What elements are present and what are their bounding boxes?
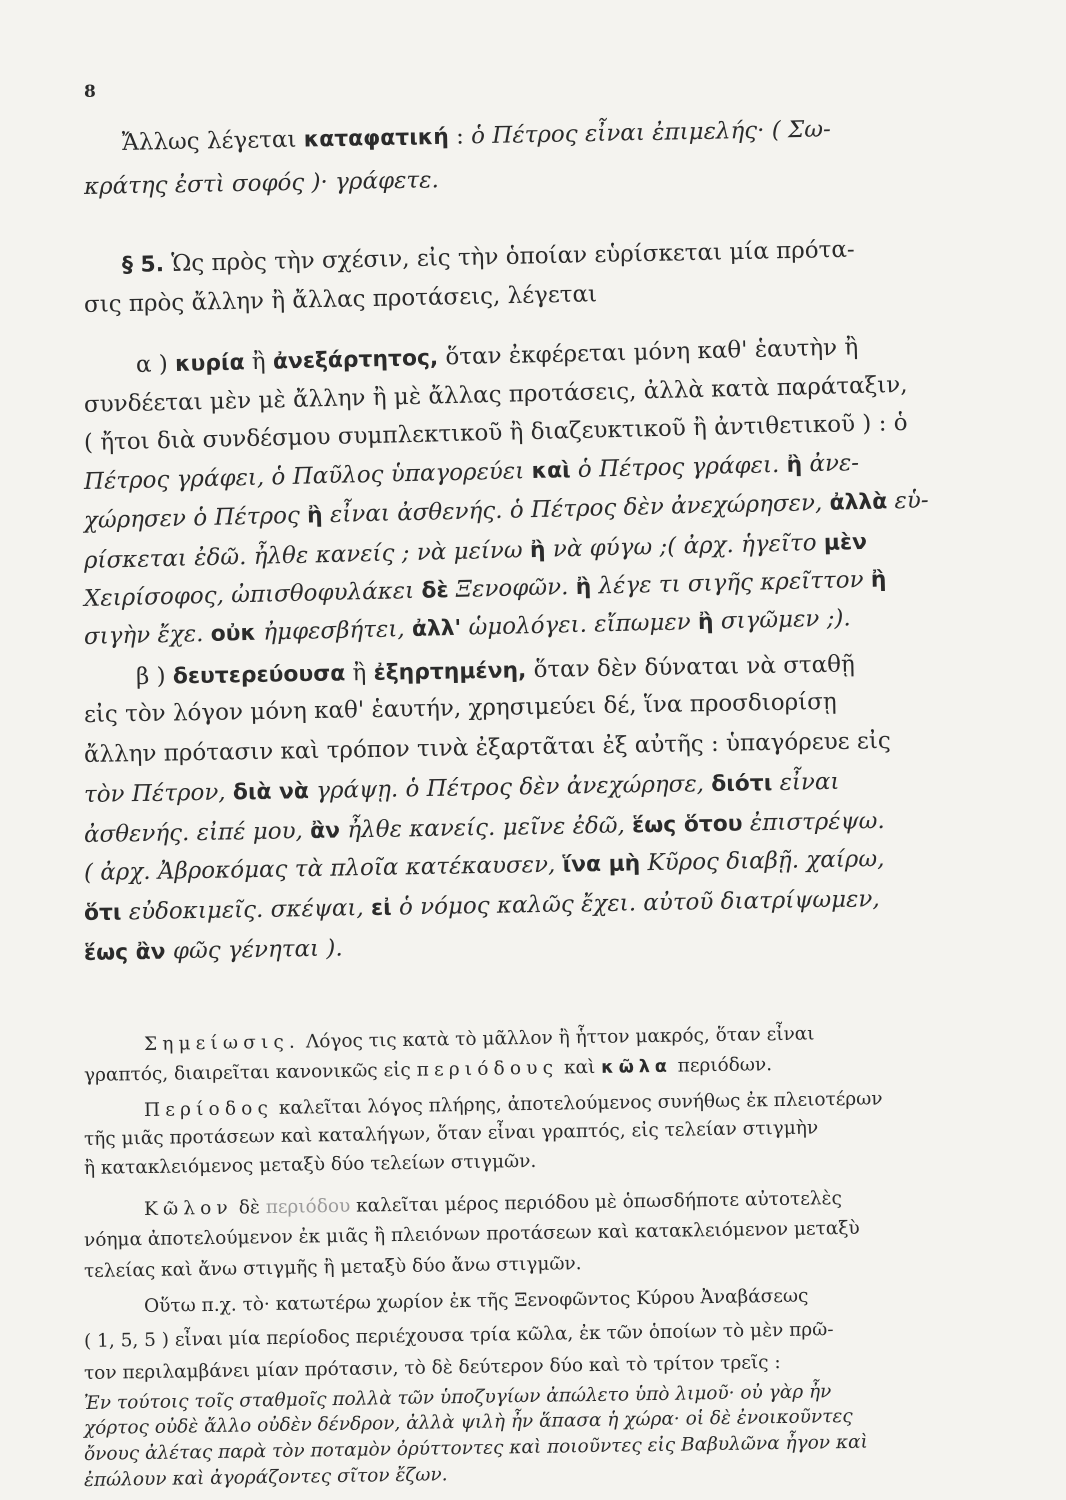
text: καλεῖται μέρος περιόδου μὲ ὁπωσδήποτε αὐτοτελὲς xyxy=(350,1187,843,1217)
conjunction: ἀλλ' xyxy=(411,615,462,642)
note-line-4: τῆς μιᾶς προτάσεων καὶ καταλήγων, ὅταν εἶναι γραπτός, εἰς τελείαν στιγμὴν xyxy=(83,1117,819,1151)
text: καλεῖται λόγος πλήρης, ἀποτελούμενος συνήθως ἐκ πλειοτέρων xyxy=(272,1088,883,1119)
conjunction: ἕως ἂν xyxy=(83,939,166,966)
example-text: λέγε τι σιγῆς κρεῖττον xyxy=(590,566,872,600)
example-text: Πέτρος γράφει, ὁ Παῦλος ὑπαγορεύει xyxy=(83,458,532,495)
note-quote-line-4: ἐπώλουν καὶ ἀγοράζοντες σῖτον ἔζων. xyxy=(83,1463,448,1491)
text: καὶ xyxy=(557,1056,602,1079)
text: ὅταν δὲν δύναται νὰ σταθῇ xyxy=(526,651,856,684)
conjunction: καὶ xyxy=(531,458,571,485)
faded-text: περιόδου xyxy=(265,1195,351,1218)
example-text: εὑ- xyxy=(886,487,929,515)
example-text: ἀνε- xyxy=(801,450,860,478)
text: ἢ xyxy=(344,659,374,687)
example-text: Κῦρος διαβῇ. χαίρω, xyxy=(639,846,885,877)
text: : xyxy=(448,123,472,150)
beta-line-7 xyxy=(84,884,880,929)
example-text: ὁ Πέτρος γράφει. xyxy=(570,451,787,484)
term-period: Περίοδος xyxy=(143,1097,274,1121)
conjunction: ἢ xyxy=(575,574,592,600)
section-5-line-1 xyxy=(122,235,855,281)
text: δὲ xyxy=(232,1196,266,1219)
beta-line-4 xyxy=(84,767,840,811)
term-periods: περιόδους xyxy=(416,1057,559,1081)
example-text: ὁ Πέτρος εἶναι ἐπιμελής· ( Σω- xyxy=(470,116,832,150)
example-text: νὰ φύγω ;( ἀρχ. ἡγεῖτο xyxy=(545,529,825,563)
example-text: εἶναι ἀσθενής. ὁ Πέτρος δὲν ἀνεχώρησεν, xyxy=(322,489,830,529)
example-text: χώρησεν ὁ Πέτρος xyxy=(83,502,308,534)
beta-line-2: εἰς τὸν λόγον μόνη καθ' ἑαυτήν, χρησιμεύει δέ, ἵνα προσδιορίσῃ xyxy=(83,688,837,728)
text: Ἄλλως λέγεται xyxy=(121,126,304,156)
example-text: τὸν Πέτρον, xyxy=(83,779,234,808)
conjunction: ὅτι xyxy=(83,900,122,926)
conjunction: δὲ xyxy=(421,578,449,604)
conjunction: ἢ xyxy=(697,609,714,635)
note-quote-line-3: ὄνους ἀλέτας παρὰ τὸν ποταμὸν ὀρύττοντες καὶ ποιοῦντες εἰς Βαβυλῶνα ἦγον καὶ xyxy=(83,1431,868,1465)
alpha-line-2: συνδέεται μὲν μὲ ἄλλην ἢ μὲ ἄλλας προτάσεις, ἀλλὰ κατὰ παράταξιν, xyxy=(83,371,908,418)
example-text: εὐδοκιμεῖς. σκέψαι, xyxy=(121,894,372,926)
note-line-8: τελείας καὶ ἄνω στιγμῆς ἢ μεταξὺ δύο ἄνω στιγμῶν. xyxy=(83,1253,582,1282)
note-line-11: τον περιλαμβάνει μίαν πρότασιν, τὸ δὲ δεύτερον δύο καὶ τὸ τρίτον τρεῖς : xyxy=(83,1352,781,1385)
conjunction: οὐκ xyxy=(210,620,257,647)
example-text: Ξενοφῶν. xyxy=(448,573,576,604)
example-text: εἶναι xyxy=(772,768,840,796)
example-text: ἀσθενής. εἰπέ μου, xyxy=(83,818,311,848)
text: β ) xyxy=(135,663,174,690)
conjunction: ἢ xyxy=(870,567,887,593)
note-line-5: ἢ κατακλειόμενος μεταξὺ δύο τελείων στιγμῶν. xyxy=(83,1151,537,1180)
section-5-line-2: σις πρὸς ἄλλην ἢ ἄλλας προτάσεις, λέγεται xyxy=(83,281,598,318)
conjunction: ἂν xyxy=(309,818,341,845)
beta-line-6 xyxy=(84,844,885,889)
text: Ὡς πρὸς τὴν σχέσιν, εἰς τὴν ὁποίαν εὑρίσκεται μία πρότα- xyxy=(163,236,855,278)
term-subordinate: δευτερεύουσα xyxy=(172,661,346,690)
example-text: γράψῃ. ὁ Πέτρος δὲν ἀνεχώρησε, xyxy=(308,771,712,805)
conjunction: μὲν xyxy=(823,529,868,556)
text: περιόδων. xyxy=(671,1054,773,1077)
term-affirmative: καταφατική xyxy=(303,124,450,153)
example-text: ( ἀρχ. Ἀβροκόμας τὰ πλοῖα κατέκαυσεν, xyxy=(83,851,563,886)
example-text: ἦλθε κανείς. μεῖνε ἐδῶ, xyxy=(339,812,633,844)
conjunction: ἢ xyxy=(786,452,803,478)
note-quote-line-2: χόρτος οὐδὲ ἄλλο οὐδὲν δένδρον, ἀλλὰ ψιλὴ ἦν ἅπασα ἡ χώρα· οἱ δὲ ἐνοικοῦντες xyxy=(83,1406,853,1440)
alpha-line-3: ( ἤτοι διὰ συνδέσμου συμπλεκτικοῦ ἢ διαζευκτικοῦ ἢ ἀντιθετικοῦ ) : ὁ xyxy=(83,409,908,456)
example-text: ἠμφεσβήτει, xyxy=(255,615,413,646)
text: Λόγος τις κατὰ τὸ μᾶλλον ἢ ἧττον μακρός, ὅταν εἶναι xyxy=(299,1023,815,1053)
example-text: ὁ νόμος καλῶς ἔχει. αὐτοῦ διατρίψωμεν, xyxy=(391,886,880,921)
example-text: ρίσκεται ἐδῶ. ἦλθε κανείς ; νὰ μείνω xyxy=(83,537,531,574)
note-line-9: Οὕτω π.χ. τὸ· κατωτέρω χωρίον ἐκ τῆς Ξενοφῶντος Κύρου Ἀναβάσεως xyxy=(143,1285,809,1317)
text: ὅταν ἐκφέρεται μόνη καθ' ἑαυτὴν ἢ xyxy=(437,334,859,371)
conjunction: ἢ xyxy=(529,537,546,564)
conjunction: ἀλλὰ xyxy=(829,489,888,516)
beta-line-3: ἄλλην πρότασιν καὶ τρόπον τινὰ ἐξαρτᾶται ἐξ αὐτῆς : ὑπαγόρευε εἰς xyxy=(83,727,891,768)
example-text: σιγῶμεν ;). xyxy=(713,605,851,635)
conjunction: ἕως ὅτου xyxy=(631,811,743,839)
paragraph-affirmative-line-2: κράτης ἐστὶ σοφός )· γράφετε. xyxy=(83,167,440,200)
term-kola: κῶλα xyxy=(601,1056,672,1078)
page-number: 8 xyxy=(84,82,96,102)
note-quote-line-1: Ἐν τούτοις τοῖς σταθμοῖς πολλὰ τῶν ὑποζυγίων ἀπώλετο ὑπὸ λιμοῦ· οὐ γὰρ ἦν xyxy=(83,1380,832,1414)
term-kolon: Κῶλον xyxy=(143,1197,234,1220)
conjunction: εἰ xyxy=(370,895,392,921)
example-text: ἐπιστρέψω. xyxy=(742,808,885,837)
example-text: σιγὴν ἔχε. xyxy=(83,620,212,650)
term-dependent: ἐξηρτημένη, xyxy=(373,658,527,686)
note-heading: Σημείωσις. xyxy=(143,1031,301,1055)
term-main-clause: κυρία xyxy=(174,350,245,378)
beta-line-8 xyxy=(84,933,343,969)
text: α ) xyxy=(135,351,176,378)
note-line-10: ( 1, 5, 5 ) εἶναι μία περίοδος περιέχουσα τρία κῶλα, ἐκ τῶν ὁποίων τὸ μὲν πρῶ- xyxy=(83,1318,834,1352)
note-line-7: νόημα ἀποτελούμενον ἐκ μιᾶς ἢ πλειόνων προτάσεων καὶ κατακλειόμενον μεταξὺ xyxy=(83,1217,860,1251)
beta-line-1 xyxy=(136,649,855,693)
example-text: φῶς γένηται ). xyxy=(165,935,343,965)
section-number: § 5. xyxy=(121,252,165,278)
conjunction: διότι xyxy=(711,770,773,798)
conjunction: διὰ νὰ xyxy=(232,779,310,806)
example-text: Χειρίσοφος, ὠπισθοφυλάκει xyxy=(83,577,422,612)
example-text: ὡμολόγει. εἴπωμεν xyxy=(460,608,699,641)
note-line-2 xyxy=(84,1052,772,1089)
conjunction: ἢ xyxy=(306,503,323,529)
conjunction: ἵνα μὴ xyxy=(562,851,641,878)
beta-line-5 xyxy=(84,806,885,851)
text: γραπτός, διαιρεῖται κανονικῶς εἰς xyxy=(83,1059,417,1087)
paragraph-affirmative-line-1 xyxy=(122,114,831,159)
term-independent: ἀνεξάρτητος, xyxy=(272,345,439,375)
text: ἢ xyxy=(244,348,274,376)
